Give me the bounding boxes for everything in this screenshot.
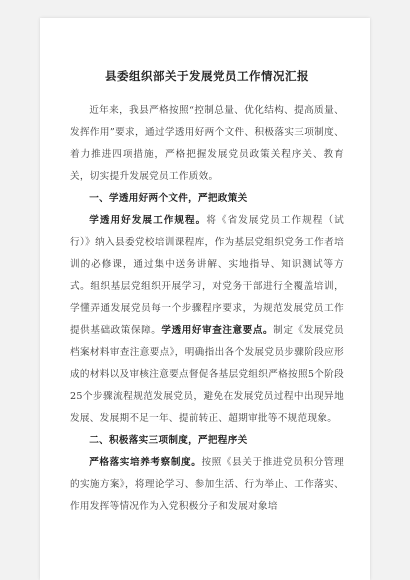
section-1-paragraph	[70, 210, 344, 430]
intro-paragraph: 近年来，我县严格按照“控制总量、优化结构、提高质量、发挥作用”要求，通过学透用好两个文件、积极落实三项制度、着力推进四项措施，严格把握发展党员政策关程序关、教育关，切实提升发展党员工作质效。	[70, 105, 344, 182]
section-1-para-lead-2: 学透用好审查注意要点。	[161, 325, 274, 336]
section-2-para-text: 按照《县关于推进党员积分管理的实施方案》，将理论学习、参加生活、行为举止、工作落实、作用发挥等情况作为入党积极分子和发展对象培	[70, 457, 344, 512]
document-page	[40, 18, 370, 580]
document-title: 县委组织部关于发展党员工作情况汇报	[105, 69, 309, 83]
section-2-heading: 二、积极落实三项制度，严把程序关	[89, 435, 248, 446]
section-1-para-lead: 学透用好发展工作规程。	[89, 215, 207, 226]
section-1-para-text-2: 制定《发展党员档案材料审查注意要点》，明确指出各个发展党员步骤阶段应形成的材料以及审核注意要点督促各基层党组织严格按照5个阶段25个步骤流程规范发展党员，避免在发展党员过程中出现异地发展、发展期不足一年、提前转正、超期审批等不规范现象。	[70, 325, 344, 424]
section-2-para-lead: 严格落实培养考察制度。	[89, 457, 202, 468]
section-1-heading: 一、学透用好两个文件，严把政策关	[89, 193, 248, 204]
section-2-paragraph	[70, 452, 344, 518]
document-body	[40, 18, 370, 518]
section-1-para-text: 将《省发展党员工作规程（试行）》纳入县委党校培训课程库，作为基层党组织党务工作者培训的必修课，通过集中送务讲解、实地指导、知识测试等方式。组织基层党组织开展学习，对党务干部进行全覆盖培训，学懂弄通发展党员每一个步骤程序要求，为规范发展党员工作提供基础政策保障。	[70, 215, 344, 336]
